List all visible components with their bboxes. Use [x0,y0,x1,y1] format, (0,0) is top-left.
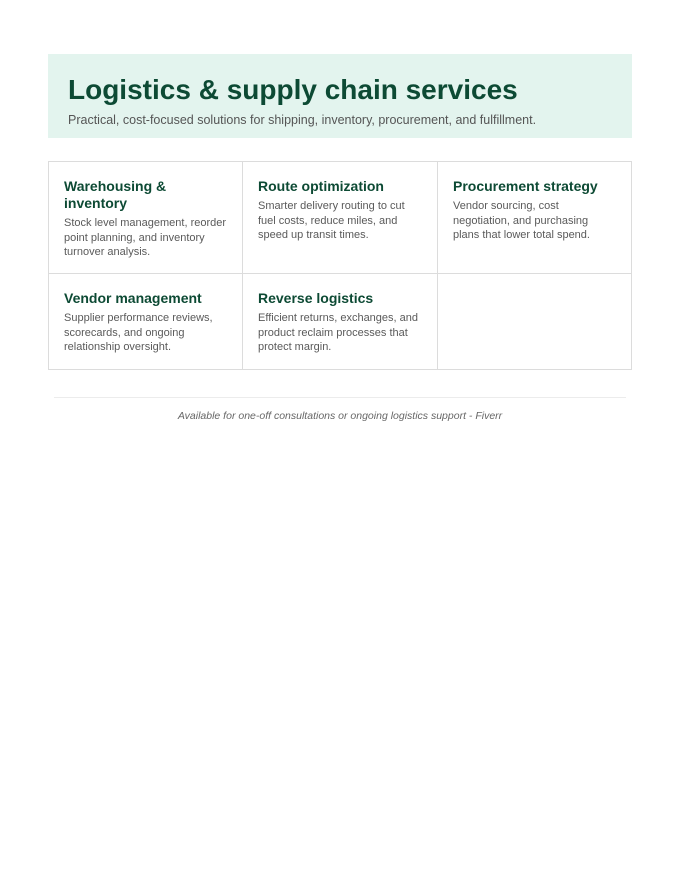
service-card-vendor-management [49,274,243,369]
service-title: Vendor management [64,290,202,306]
service-description: Vendor sourcing, cost negotiation, and purchasing plans that lower total spend. [453,200,590,241]
service-card-reverse-logistics [243,274,438,369]
service-description: Smarter delivery routing to cut fuel costs, reduce miles, and speed up transit times. [258,200,405,241]
service-description: Stock level management, reorder point planning, and inventory turnover analysis. [64,217,227,258]
header-banner [48,54,632,138]
page-subtitle: Practical, cost-focused solutions for shipping, inventory, procurement, and fulfillment. [68,113,537,127]
services-grid [48,161,632,370]
service-description: Supplier performance reviews, scorecards, and ongoing relationship oversight. [64,312,213,353]
service-card-route-optimization [243,162,438,274]
service-title: Procurement strategy [453,178,598,194]
service-title: Warehousing & inventory [64,178,167,211]
footer-divider [54,397,626,398]
service-title: Reverse logistics [258,290,374,306]
page-title: Logistics & supply chain services [68,74,518,105]
empty-grid-cell [438,274,631,369]
service-description: Efficient returns, exchanges, and product reclaim processes that protect margin. [258,312,419,353]
service-card-procurement [438,162,631,274]
service-title: Route optimization [258,178,384,194]
footer-note: Available for one-off consultations or ongoing logistics support - Fiverr [177,410,503,422]
service-card-warehousing [49,162,243,274]
